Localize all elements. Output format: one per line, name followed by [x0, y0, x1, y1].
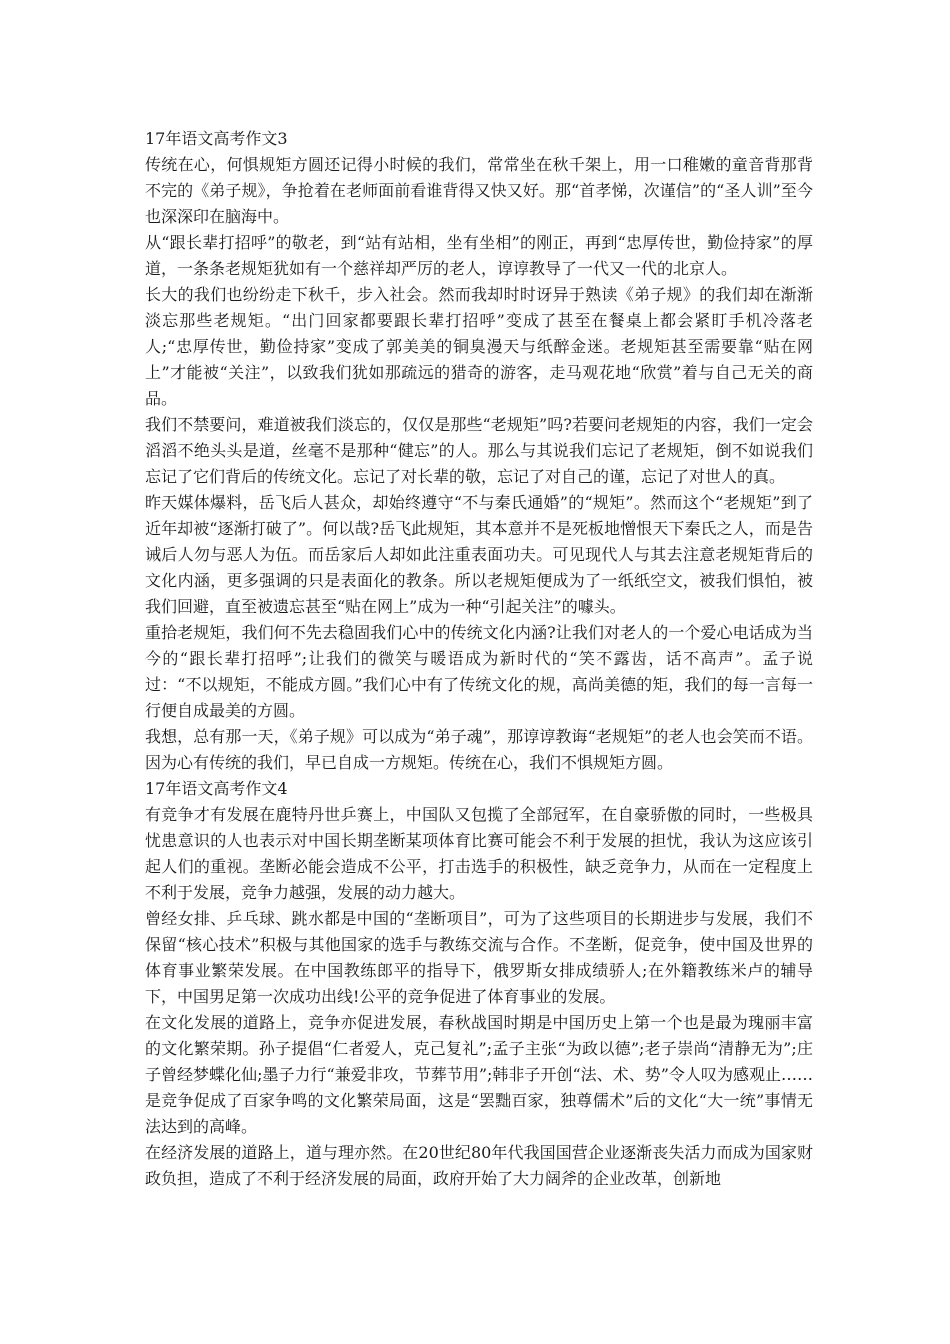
paragraph: 重拾老规矩，我们何不先去稳固我们心中的传统文化内涵?让我们对老人的一个爱心电话成为当今的“跟长辈打招呼”;让我们的微笑与暖语成为新时代的“笑不露齿，话不高声”。孟子说过：“不以规矩，不能成方圆。”我们心中有了传统文化的规，高尚美德的矩，我们的每一言每一行便自成最美的方圆。 [145, 623, 813, 720]
section-heading: 17年语文高考作文4 [145, 779, 288, 798]
paragraph: 在经济发展的道路上，道与理亦然。在20世纪80年代我国国营企业逐渐丧失活力而成为国家财政负担，造成了不利于经济发展的局面，政府开始了大力阔斧的企业改革，创新地 [145, 1143, 813, 1188]
paragraph: 有竞争才有发展在鹿特丹世乒赛上，中国队又包揽了全部冠军，在自豪骄傲的同时，一些极具忧患意识的人也表示对中国长期垄断某项体育比赛可能会不利于发展的担忧，我认为这应该引起人们的重视。垄断必能会造成不公平，打击选手的积极性，缺乏竞争力，从而在一定程度上不利于发展，竞争力越强，发展的动力越大。 [145, 805, 813, 902]
essay-section-3 [145, 126, 813, 776]
paragraph: 我们不禁要问，难道被我们淡忘的，仅仅是那些“老规矩”吗?若要问老规矩的内容，我们一定会滔滔不绝头头是道，丝毫不是那种“健忘”的人。那么与其说我们忘记了老规矩，倒不如说我们忘记了它们背后的传统文化。忘记了对长辈的敬，忘记了对自己的谨，忘记了对世人的真。 [145, 415, 813, 486]
paragraph: 在文化发展的道路上，竞争亦促进发展，春秋战国时期是中国历史上第一个也是最为瑰丽丰富的文化繁荣期。孙子提倡“仁者爱人，克己复礼”;孟子主张“为政以德”;老子崇尚“清静无为”;庄子曾经梦蝶化仙;墨子力行“兼爱非攻，节葬节用”;韩非子开创“法、术、势”令人叹为感观止……是竞争促成了百家争鸣的文化繁荣局面，这是“罢黜百家，独尊儒术”后的文化“大一统”事情无法达到的高峰。 [145, 1013, 813, 1136]
paragraph: 传统在心，何惧规矩方圆还记得小时候的我们，常常坐在秋千架上，用一口稚嫩的童音背那背不完的《弟子规》，争抢着在老师面前看谁背得又快又好。那“首孝悌，次谨信”的“圣人训”至今也深深印在脑海中。 [145, 155, 813, 226]
paragraph: 曾经女排、乒乓球、跳水都是中国的“垄断项目”，可为了这些项目的长期进步与发展，我们不保留“核心技术”积极与其他国家的选手与教练交流与合作。不垄断，促竞争，使中国及世界的体育事业繁荣发展。在中国教练郎平的指导下，俄罗斯女排成绩骄人;在外籍教练米卢的辅导下，中国男足第一次成功出线!公平的竞争促进了体育事业的发展。 [145, 909, 813, 1006]
essay-section-4 [145, 776, 813, 1192]
paragraph: 昨天媒体爆料，岳飞后人甚众，却始终遵守“不与秦氏通婚”的“规矩”。然而这个“老规矩”到了近年却被“逐渐打破了”。何以哉?岳飞此规矩，其本意并不是死板地憎恨天下秦氏之人，而是告诫后人勿与恶人为伍。而岳家后人却如此注重表面功夫。可见现代人与其去注意老规矩背后的文化内涵，更多强调的只是表面化的教条。所以老规矩便成为了一纸纸空文，被我们惧怕，被我们回避，直至被遗忘甚至“贴在网上”成为一种“引起关注”的噱头。 [145, 493, 813, 616]
document-page [145, 126, 813, 1192]
paragraph: 我想，总有那一天，《弟子规》可以成为“弟子魂”，那谆谆教诲“老规矩”的老人也会笑而不语。因为心有传统的我们，早已自成一方规矩。传统在心，我们不惧规矩方圆。 [145, 727, 813, 772]
paragraph: 长大的我们也纷纷走下秋千，步入社会。然而我却时时讶异于熟读《弟子规》的我们却在渐渐淡忘那些老规矩。“出门回家都要跟长辈打招呼”变成了甚至在餐桌上都会紧盯手机冷落老人;“忠厚传世，勤俭持家”变成了郭美美的铜臭漫天与纸醉金迷。老规矩甚至需要靠“贴在网上”才能被“关注”，以致我们犹如那疏远的猎奇的游客，走马观花地“欣赏”着与自己无关的商品。 [145, 285, 813, 408]
paragraph: 从“跟长辈打招呼”的敬老，到“站有站相，坐有坐相”的刚正，再到“忠厚传世，勤俭持家”的厚道，一条条老规矩犹如有一个慈祥却严厉的老人，谆谆教导了一代又一代的北京人。 [145, 233, 813, 278]
section-heading: 17年语文高考作文3 [145, 129, 288, 148]
